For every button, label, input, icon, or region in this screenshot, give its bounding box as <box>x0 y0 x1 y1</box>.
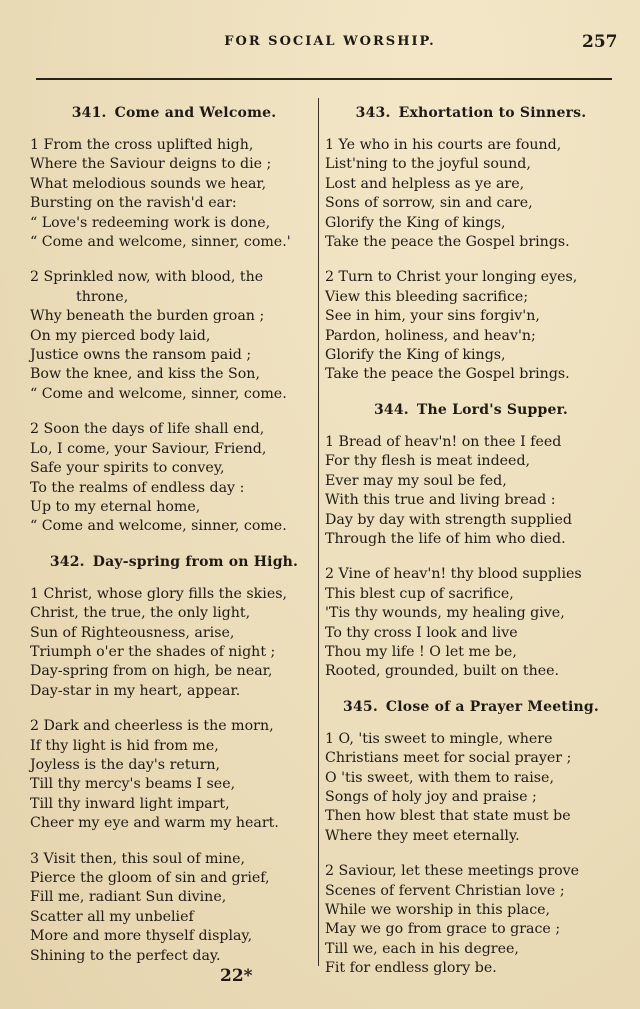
verse-line: Sons of sorrow, sin and care, <box>325 195 533 212</box>
verse-line: Till we, each in his degree, <box>325 940 519 957</box>
stanza <box>30 717 318 833</box>
verse-line: List'ning to the joyful sound, <box>325 156 531 173</box>
verse-line: For thy flesh is meat indeed, <box>325 453 531 470</box>
verse-line: Till thy inward light impart, <box>30 795 230 812</box>
verse-line: Bow the knee, and kiss the Son, <box>30 366 260 383</box>
hymn-number: 342. <box>49 553 85 570</box>
verse-line: Justice owns the ransom paid ; <box>30 347 252 364</box>
verse-line: Shining to the perfect day. <box>30 947 221 964</box>
verse-line: Fit for endless glory be. <box>325 960 497 977</box>
verse-line: May we go from grace to grace ; <box>325 921 561 938</box>
column-divider <box>318 98 319 966</box>
stanza <box>325 730 617 846</box>
signature-mark: 22* <box>220 966 253 986</box>
hymn <box>325 104 617 385</box>
verse-line: Scenes of fervent Christian love ; <box>325 882 565 899</box>
verse-line: Till thy mercy's beams I see, <box>30 776 236 793</box>
header-rule <box>36 78 612 80</box>
verse-line: If thy light is hid from me, <box>30 737 219 754</box>
verse-line: Day-spring from on high, be near, <box>30 663 273 680</box>
verse-line: 1 Christ, whose glory fills the skies, <box>30 585 288 602</box>
verse-line: With this true and living bread : <box>325 492 556 509</box>
stanza <box>325 136 617 252</box>
verse-line: Up to my eternal home, <box>30 498 201 515</box>
verse-line: Through the life of him who died. <box>325 530 566 547</box>
hymn <box>325 401 617 682</box>
verse-line: 2 Saviour, let these meetings prove <box>325 863 580 880</box>
verse-line: 1 From the cross uplifted high, <box>30 137 254 153</box>
verse-line: “ Come and welcome, sinner, come. <box>30 518 287 535</box>
verse-line: “ Come and welcome, sinner, come. <box>30 385 287 402</box>
running-header: FOR SOCIAL WORSHIP. <box>224 34 436 49</box>
verse-line: Take the peace the Gospel brings. <box>325 234 570 251</box>
hymn-title-text: Close of a Prayer Meeting. <box>385 698 599 715</box>
verse-line: Bursting on the ravish'd ear: <box>30 195 237 212</box>
page-number: 257 <box>582 32 618 52</box>
verse-line: Joyless is the day's return, <box>30 756 221 773</box>
verse-line: Pardon, holiness, and heav'n; <box>325 327 536 344</box>
hymn-title-text: Day-spring from on High. <box>92 553 299 570</box>
verse-line: 2 Dark and cheerless is the morn, <box>30 718 274 735</box>
verse-line: To the realms of endless day : <box>30 479 245 496</box>
verse-line: Lost and helpless as ye are, <box>325 175 525 192</box>
verse-line: “ Love's redeeming work is done, <box>30 214 271 231</box>
stanza <box>30 268 318 404</box>
verse-line: 3 Visit then, this soul of mine, <box>30 850 246 867</box>
verse-line: Scatter all my unbelief <box>30 908 194 925</box>
verse-line: “ Come and welcome, sinner, come.' <box>30 234 291 251</box>
verse-line: See in him, your sins forgiv'n, <box>325 308 540 325</box>
verse-line: 2 Soon the days of life shall end, <box>30 421 265 438</box>
verse-line: More and more thyself display, <box>30 928 253 945</box>
hymn-number: 343. <box>355 105 391 121</box>
verse-line: Fill me, radiant Sun divine, <box>30 889 227 906</box>
verse-line: Triumph o'er the shades of night ; <box>30 643 276 660</box>
verse-line: Glorify the King of kings, <box>325 347 506 364</box>
hymn-title-text: The Lord's Supper. <box>416 401 568 418</box>
hymn <box>30 553 318 966</box>
verse-line: Songs of holy joy and praise ; <box>325 788 537 805</box>
hymn <box>30 104 318 537</box>
verse-line: O 'tis sweet, with them to raise, <box>325 769 554 786</box>
stanza <box>30 136 318 252</box>
verse-line: View this bleeding sacrifice; <box>325 288 529 305</box>
stanza <box>325 433 617 549</box>
hymn-number: 345. <box>343 698 378 715</box>
verse-line: What melodious sounds we hear, <box>30 175 267 192</box>
verse-line: Where they meet eternally. <box>325 827 520 844</box>
verse-line: 'Tis thy wounds, my healing give, <box>325 605 565 622</box>
verse-line: Lo, I come, your Saviour, Friend, <box>30 440 267 457</box>
verse-line: Cheer my eye and warm my heart. <box>30 815 279 832</box>
stanza <box>325 862 617 978</box>
verse-line: Safe your spirits to convey, <box>30 460 225 477</box>
hymn-title <box>325 698 617 716</box>
verse-line: Christ, the true, the only light, <box>30 605 251 622</box>
left-column <box>30 100 318 982</box>
verse-line: Glorify the King of kings, <box>325 214 506 231</box>
verse-line: 1 O, 'tis sweet to mingle, where <box>325 730 553 747</box>
stanza <box>325 268 617 384</box>
hymn-number: 341. <box>71 105 107 121</box>
hymn-title-text: Come and Welcome. <box>114 105 277 121</box>
hymn <box>325 698 617 979</box>
hymn-title <box>325 104 617 122</box>
verse-line: throne, <box>76 288 129 305</box>
hymn-number: 344. <box>373 401 409 418</box>
verse-line: Christians meet for social prayer ; <box>325 750 572 767</box>
verse-line: On my pierced body laid, <box>30 327 211 344</box>
hymn-title-text: Exhortation to Sinners. <box>398 105 587 121</box>
stanza <box>325 565 617 681</box>
verse-line: Rooted, grounded, built on thee. <box>325 663 560 680</box>
hymn-title <box>30 104 318 122</box>
verse-line: Why beneath the burden groan ; <box>30 308 265 325</box>
verse-line: 1 Ye who in his courts are found, <box>325 137 562 153</box>
verse-line: 2 Vine of heav'n! thy blood supplies <box>325 566 582 583</box>
hymn-title <box>325 401 617 419</box>
stanza <box>30 850 318 966</box>
verse-line: Where the Saviour deigns to die ; <box>30 156 272 173</box>
verse-line: Then how blest that state must be <box>325 808 571 825</box>
verse-line: 2 Sprinkled now, with blood, the <box>30 269 264 286</box>
verse-line: Pierce the gloom of sin and grief, <box>30 870 270 886</box>
verse-line: To thy cross I look and live <box>325 624 518 641</box>
verse-line: Thou my life ! O let me be, <box>325 643 517 660</box>
verse-line: While we worship in this place, <box>325 902 551 918</box>
verse-line: This blest cup of sacrifice, <box>325 585 514 602</box>
verse-line: 1 Bread of heav'n! on thee I feed <box>325 433 562 450</box>
verse-line: Day by day with strength supplied <box>325 511 572 528</box>
verse-line: 2 Turn to Christ your longing eyes, <box>325 269 578 286</box>
verse-line: Sun of Righteousness, arise, <box>30 624 235 641</box>
verse-line: Ever may my soul be fed, <box>325 472 507 489</box>
hymn-title <box>30 553 318 571</box>
verse-line: Day-star in my heart, appear. <box>30 682 241 699</box>
stanza <box>30 420 318 536</box>
verse-line: Take the peace the Gospel brings. <box>325 366 570 383</box>
stanza <box>30 585 318 701</box>
right-column <box>325 100 617 995</box>
